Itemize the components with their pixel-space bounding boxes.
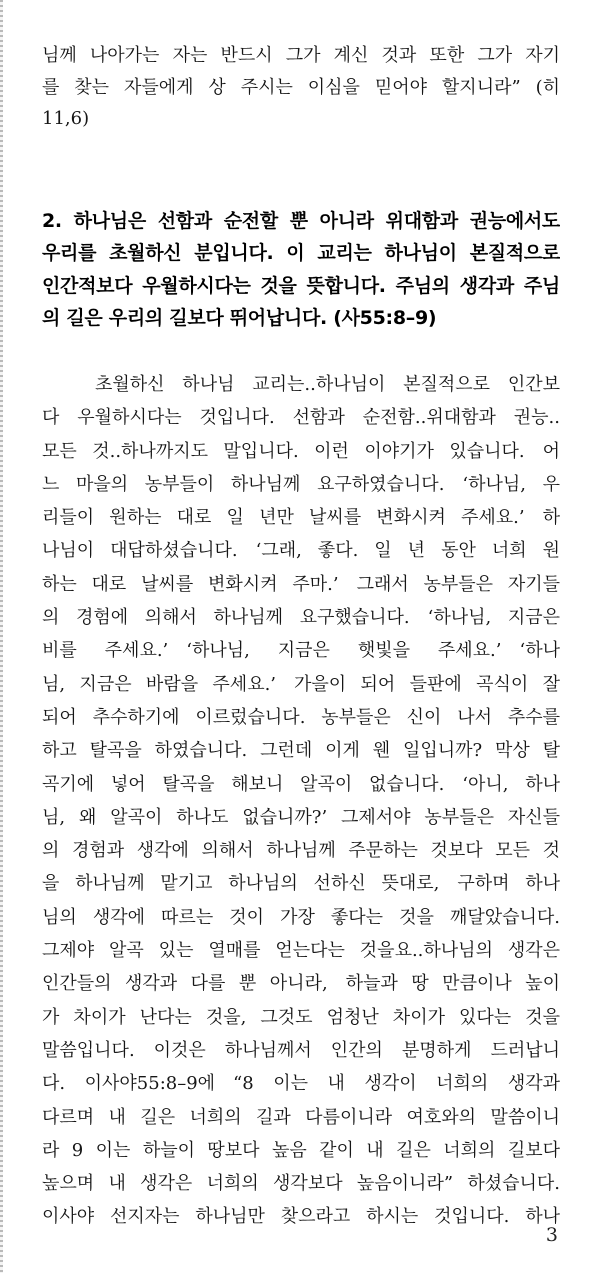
text-line: 다. 이사야55:8–9에 “8 이는 내 생각이 너희의 생각과 [42, 1073, 560, 1095]
text-line: 님께 나아가는 자는 반드시 그가 계신 것과 또한 그가 자기 [42, 45, 560, 66]
text-line: 님, 지금은 바람을 주세요.’ 가을이 되어 들판에 곡식이 잘 [42, 673, 560, 695]
text-line: 나님이 대답하셨습니다. ‘그래, 좋다. 일 년 동안 너희 원 [42, 540, 560, 562]
text-line: 인간적보다 우월하시다는 것을 뜻합니다. 주님의 생각과 주님 [42, 274, 560, 297]
text-line: 의 길은 우리의 길보다 뛰어납니다. (사55:8–9) [42, 307, 437, 330]
text-line: 2. 하나님은 선함과 순전할 뿐 아니라 위대함과 권능에서도 [42, 210, 560, 232]
text-line: 말씀입니다. 이것은 하나님께서 인간의 분명하게 드러납니 [42, 1039, 560, 1061]
scan-edge-artifact [0, 0, 3, 1273]
text-line: 느 마을의 농부들이 하나님께 요구하였습니다. ‘하나님, 우 [42, 473, 560, 495]
text-line: 그제야 알곡 있는 열매를 얻는다는 것을요..하나님의 생각은 [42, 940, 560, 962]
text-line: 가 차이가 난다는 것을, 그것도 엄청난 차이가 있다는 것을 [42, 1006, 560, 1028]
text-line: 이사야 선지자는 하나님만 찾으라고 하시는 것입니다. 하나 [42, 1206, 560, 1228]
text-line: 님의 생각에 따르는 것이 가장 좋다는 것을 깨달았습니다. [42, 906, 560, 928]
text-line: 의 경험에 의해서 하나님께 요구했습니다. ‘하나님, 지금은 [42, 607, 560, 629]
page-number: 3 [545, 1224, 558, 1246]
text-line: 을 하나님께 맡기고 하나님의 선하신 뜻대로, 구하며 하나 [42, 873, 560, 895]
text-line: 곡기에 넣어 탈곡을 해보니 알곡이 없습니다. ‘아니, 하나 [42, 773, 560, 795]
text-line: 라 9 이는 하늘이 땅보다 높음 같이 내 길은 너희의 길보다 [42, 1139, 560, 1161]
text-line: 의 경험과 생각에 의해서 하나님께 주문하는 것보다 모든 것 [42, 840, 560, 862]
text-line: 다 우월하시다는 것입니다. 선함과 순전함..위대함과 권능.. [42, 407, 560, 429]
text-line: 11,6) [42, 108, 90, 129]
text-line: 모든 것..하나까지도 말입니다. 이런 이야기가 있습니다. 어 [42, 440, 560, 462]
text-line: 우리를 초월하신 분입니다. 이 교리는 하나님이 본질적으로 [42, 242, 560, 265]
text-line: 비를 주세요.’ ‘하나님, 지금은 햇빛을 주세요.’ ‘하나 [42, 640, 560, 662]
text-line: 인간들의 생각과 다를 뿐 아니라, 하늘과 땅 만큼이나 높이 [42, 973, 560, 995]
text-line: 하고 탈곡을 하였습니다. 그런데 이게 웬 일입니까? 막상 탈 [42, 740, 560, 762]
text-line: 하는 대로 날씨를 변화시켜 주마.’ 그래서 농부들은 자기들 [42, 573, 560, 595]
text-line: 를 찾는 자들에게 상 주시는 이심을 믿어야 할지니라” (히 [42, 76, 560, 98]
scripture-quote-paragraph [42, 40, 560, 135]
text-line: 되어 추수하기에 이르렀습니다. 농부들은 신이 나서 추수를 [42, 706, 560, 728]
text-line: 리들이 원하는 대로 일 년만 날씨를 변화시켜 주세요.’ 하 [42, 507, 560, 529]
section-heading [42, 205, 560, 335]
text-line: 다르며 내 길은 너희의 길과 다름이니라 여호와의 말씀이니 [42, 1106, 560, 1128]
body-paragraph [42, 368, 560, 1234]
text-line: 초월하신 하나님 교리는..하나님이 본질적으로 인간보 [95, 374, 560, 395]
text-line: 님, 왜 알곡이 하나도 없습니까?’ 그제서야 농부들은 자신들 [42, 806, 560, 828]
text-line: 높으며 내 생각은 너희의 생각보다 높음이니라” 하셨습니다. [42, 1173, 560, 1195]
